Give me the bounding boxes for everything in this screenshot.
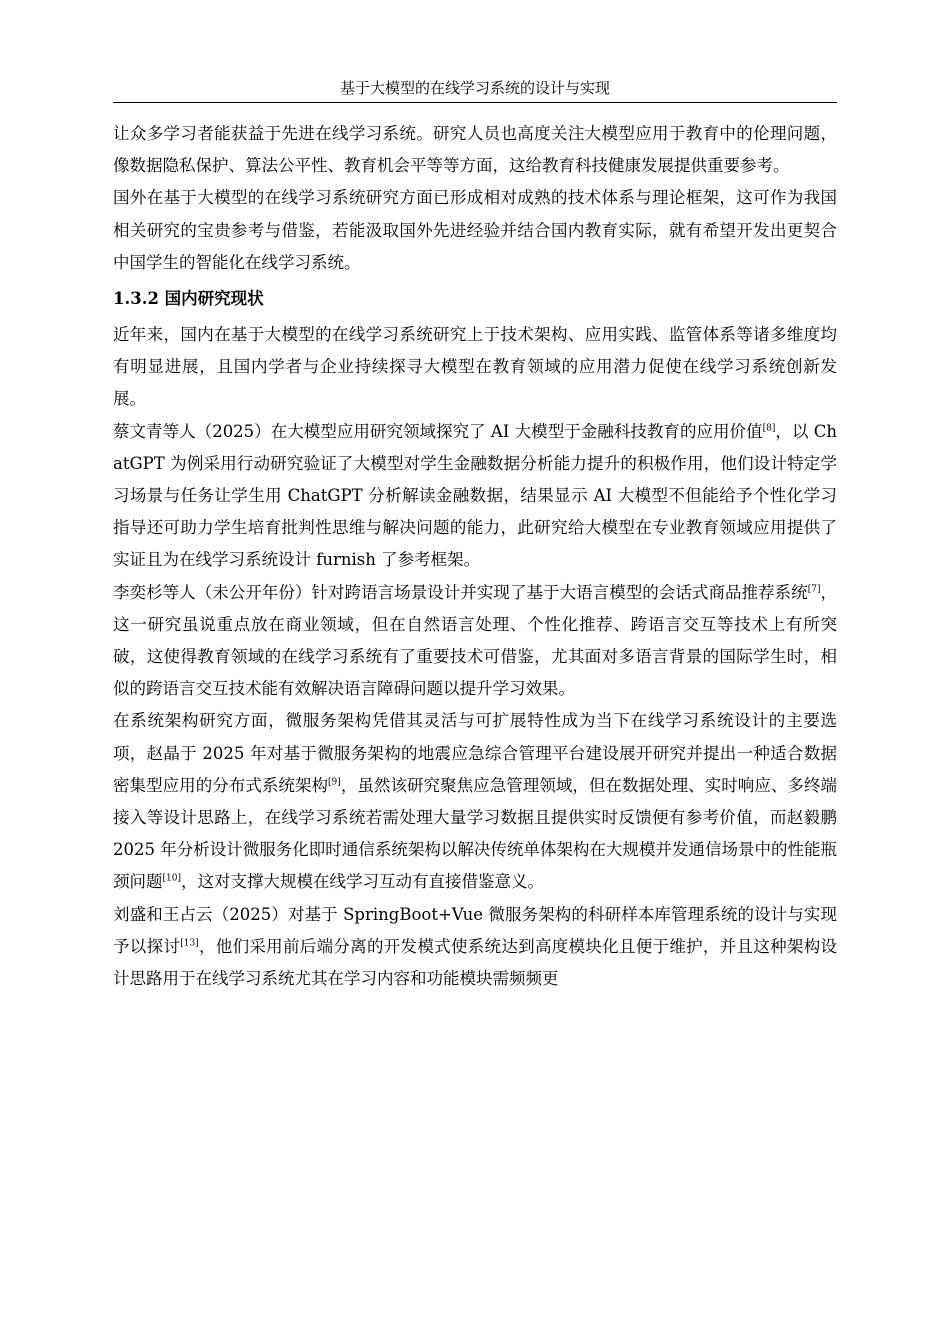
paragraph-text: 蔡文青等人（2025）在大模型应用研究领域探究了 AI 大模型于金融科技教育的应用价值 bbox=[113, 421, 763, 441]
paragraph-text: 在系统架构研究方面，微服务架构凭借其灵活与可扩展特性成为当下在线学习系统设计的主要选项，赵晶于 2025 年对基于微服务架构的地震应急综合管理平台建设展开研究并提出一种适合数据密集型应用的分布式系统架构 bbox=[113, 711, 837, 795]
paragraph-text: 刘盛和王占云（2025）对基于 SpringBoot+Vue 微服务架构的科研样本库管理系统的设计与实现予以探讨 bbox=[113, 904, 837, 956]
paragraph bbox=[113, 899, 837, 996]
paragraph bbox=[113, 416, 837, 577]
running-header: 基于大模型的在线学习系统的设计与实现 bbox=[113, 78, 837, 103]
paragraph-text: ，以 ChatGPT 为例采用行动研究验证了大模型对学生金融数据分析能力提升的积极作用，他们设计特定学习场景与任务让学生用 ChatGPT 分析解读金融数据，结果显示 AI 大模型不但能给予个性化学习指导还可助力学生培育批判性思维与解决问题的能力，此研究给大模型在专业教育领域应用提供了实证且为在线学习系统设计 furnish 了参考框架。 bbox=[113, 421, 837, 570]
citation-ref: [9] bbox=[328, 777, 341, 788]
citation-ref: [13] bbox=[180, 938, 199, 949]
paragraph-text: ，他们采用前后端分离的开发模式使系统达到高度模块化且便于维护，并且这种架构设计思路用于在线学习系统尤其在学习内容和功能模块需频频更 bbox=[113, 936, 838, 989]
paragraph-text: ，虽然该研究聚焦应急管理领域，但在数据处理、实时响应、多终端接入等设计思路上，在线学习系统若需处理大量学习数据且提供实时反馈便有参考价值，而赵毅鹏 2025 年分析设计微服务化即时通信系统架构以解决传统单体架构在大规模并发通信场景中的性能瓶颈问题 bbox=[113, 775, 838, 892]
citation-ref: [8] bbox=[762, 423, 776, 434]
paragraph-text: ，这对支撑大规模在线学习互动有直接借鉴意义。 bbox=[180, 872, 544, 892]
paragraph bbox=[113, 577, 837, 706]
body-text bbox=[113, 118, 837, 995]
section-heading: 1.3.2 国内研究现状 bbox=[113, 289, 264, 309]
paragraph: 让众多学习者能获益于先进在线学习系统。研究人员也高度关注大模型应用于教育中的伦理问题，像数据隐私保护、算法公平性、教育机会平等等方面，这给教育科技健康发展提供重要参考。 bbox=[113, 124, 837, 176]
citation-ref: [10] bbox=[162, 873, 181, 884]
paragraph: 近年来，国内在基于大模型的在线学习系统研究上于技术架构、应用实践、监管体系等诸多维度均有明显进展，且国内学者与企业持续探寻大模型在教育领域的应用潜力促使在线学习系统创新发展。 bbox=[113, 325, 837, 409]
paragraph-text: ，这一研究虽说重点放在商业领域，但在自然语言处理、个性化推荐、跨语言交互等技术上有所突破，这使得教育领域的在线学习系统有了重要技术可借鉴，尤其面对多语言背景的国际学生时，相似的跨语言交互技术能有效解决语言障碍问题以提升学习效果。 bbox=[113, 582, 838, 699]
paragraph: 国外在基于大模型的在线学习系统研究方面已形成相对成熟的技术体系与理论框架，这可作为我国相关研究的宝贵参考与借鉴，若能汲取国外先进经验并结合国内教育实际，就有希望开发出更契合中国学生的智能化在线学习系统。 bbox=[113, 188, 837, 272]
citation-ref: [7] bbox=[807, 584, 821, 595]
paragraph-text: 李奕杉等人（未公开年份）针对跨语言场景设计并实现了基于大语言模型的会话式商品推荐系统 bbox=[113, 582, 808, 602]
paragraph bbox=[113, 705, 837, 898]
